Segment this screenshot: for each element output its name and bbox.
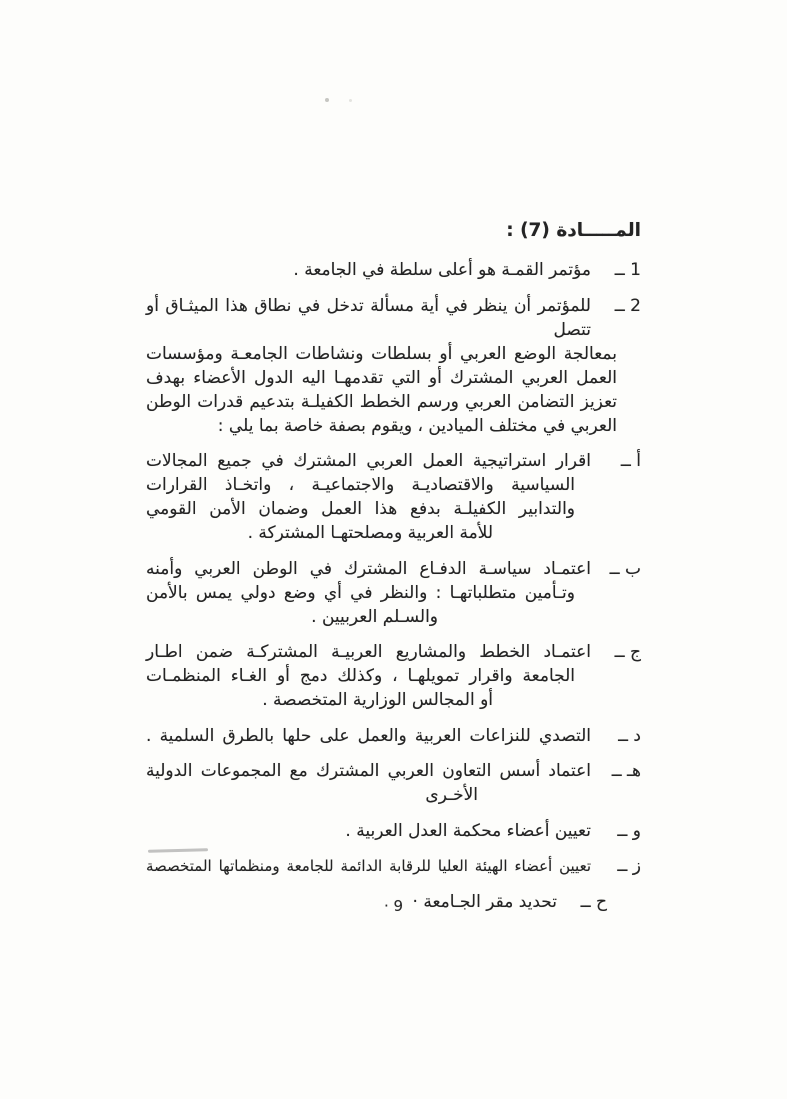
text-line: الأخـرى [425,785,478,805]
subclause-marker: ح ــ [580,891,607,912]
scan-speck [349,99,352,102]
subclause-zay [146,854,641,878]
subclause-marker: ز ــ [617,856,641,876]
text-line: تحديد مقر الجـامعة · [412,891,557,912]
text-line: تعيين أعضاء محكمة العدل العربية . [345,820,591,841]
subclause-marker: هـ ــ [611,761,641,781]
clause-marker: 1 ــ [614,260,641,280]
subclause-waw [146,819,641,843]
subclause-ba [146,557,641,629]
text-line: أو المجالس الوزارية المتخصصة . [262,690,493,710]
text-line: للمؤتمر أن ينظر في أية مسألة تدخل في نطاق هذا الميثـاق أو تتصل [146,295,591,340]
text-line: العمل العربي المشترك أو التي تقدمهـا اليه الدول الأعضاء بهدف [146,367,617,388]
scan-speck [325,98,329,102]
text-line: التصدي للنزاعات العربية والعمل على حلها بالطرق السلمية . [146,725,591,746]
clause-marker: 2 ــ [614,295,641,316]
text-line: للأمة العربية ومصلحتهـا المشتركة . [247,523,493,543]
text-line: الجامعة واقرار تمويلهـا ، وكذلك دمج أو الغـاء المنظمـات [146,666,575,686]
subclause-marker: د ــ [618,725,641,746]
subclause-marker: ج ــ [614,642,641,662]
text-line: العربي في مختلف الميادين ، ويقوم بصفة خاصة بما يلي : [217,415,617,436]
subclause-dal [146,724,641,748]
subclause-text [146,854,591,878]
clause-text [146,294,617,438]
subclause-text [146,819,591,843]
subclause-text [146,640,591,712]
text-line: مؤتمر القمـة هو أعلى سلطة في الجامعة . [293,260,591,280]
subclause-text [146,557,591,629]
text-line: وتـأمين متطلباتهـا : والنظر في أي وضع دولي يمس بالأمن [146,582,575,603]
text-line: والتدابير الكفيلـة بدفع هذا العمل وضمان الأمن القومي [146,499,575,519]
subclause-text [146,759,591,807]
clause-text [146,258,591,282]
clause-2 [146,294,641,438]
subclause-text [146,724,591,748]
page-number: · 9 [383,897,404,915]
text-line: اعتماد أسس التعاون العربي المشترك مع المجموعات الدولية [146,761,591,781]
subclause-jeem [146,640,641,712]
article-body [146,219,641,925]
text-line: اعتمـاد سياسـة الدفـاع المشترك في الوطن العربي وأمنه [146,558,591,579]
text-line: السياسية والاقتصاديـة والاجتماعيـة ، واتخـاذ القرارات [146,475,575,495]
text-line: تعزيز التضامن العربي ورسم الخطط الكفيلـة بتدعيم قدرات الوطن [146,391,617,412]
clause-1 [146,258,641,282]
article-title: المـــــادة (7) : [506,220,641,241]
text-line: اقرار استراتيجية العمل العربي المشترك في جميع المجالات [146,451,591,471]
subclause-text [146,449,591,545]
subclause-ha [146,759,641,807]
subclause-marker: ب ــ [609,558,641,579]
subclause-marker: أ ــ [620,451,641,471]
text-line: تعيين أعضاء الهيئة العليا للرقابة الدائمة للجامعة ومنظماتها المتخصصة [146,857,591,875]
text-line: اعتمـاد الخطط والمشاريع العربيـة المشتركـة ضمن اطـار [146,642,591,662]
subclause-marker: و ــ [617,820,641,841]
text-line: والسـلم العربيين . [311,606,438,627]
text-line: بمعالجة الوضع العربي أو بسلطات ونشاطات الجامعـة ومؤسسات [146,343,617,364]
subclause-alef [146,449,641,545]
